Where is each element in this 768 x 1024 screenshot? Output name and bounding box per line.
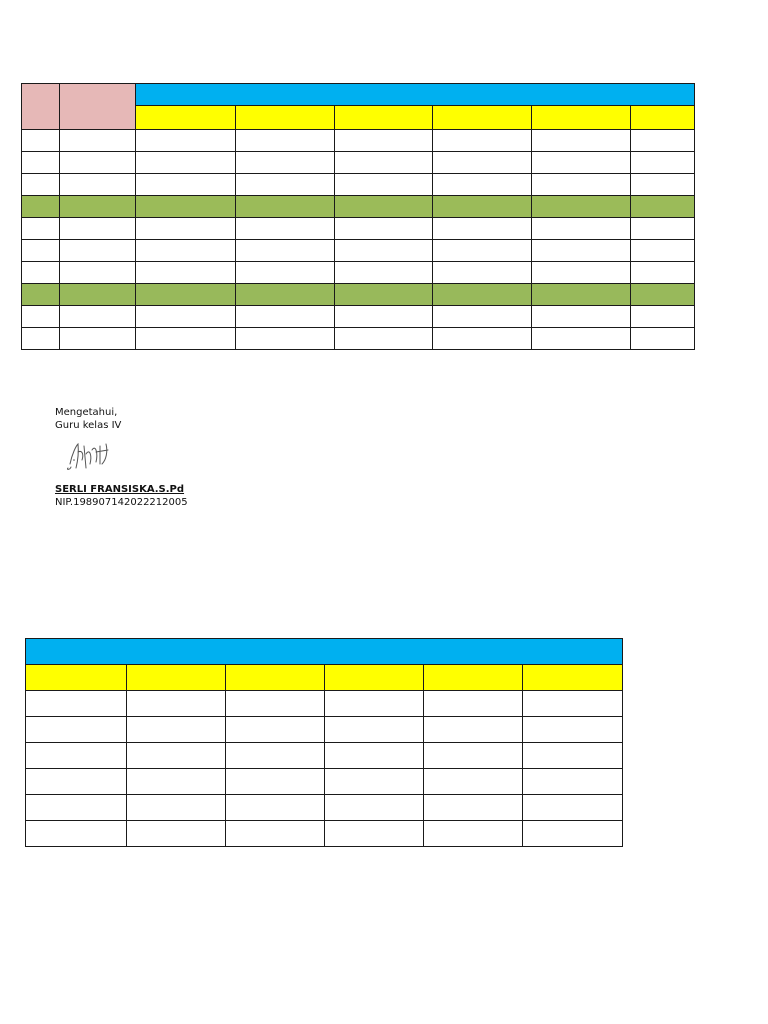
header-yellow-cell xyxy=(236,106,335,130)
header-yellow-cell xyxy=(532,106,631,130)
table-row-highlight xyxy=(22,196,695,218)
table-row xyxy=(22,328,695,350)
header-yellow-cell xyxy=(335,106,433,130)
header-yellow-cell xyxy=(26,665,127,691)
header-yellow-cell xyxy=(325,665,424,691)
header-yellow-cell xyxy=(424,665,523,691)
header-blue-band xyxy=(136,84,695,106)
table-row xyxy=(22,306,695,328)
header-yellow-cell xyxy=(631,106,695,130)
table-row xyxy=(26,795,623,821)
header-yellow-cell xyxy=(226,665,325,691)
header-yellow-cell xyxy=(433,106,532,130)
table-row-highlight xyxy=(22,284,695,306)
header-blue-band xyxy=(26,639,623,665)
header-pink-cell xyxy=(60,84,136,130)
teacher-nip: NIP.198907142022212005 xyxy=(55,497,188,508)
table-row xyxy=(26,691,623,717)
header-yellow-cell xyxy=(127,665,226,691)
table-row xyxy=(26,717,623,743)
table-row xyxy=(22,262,695,284)
teacher-name: SERLI FRANSISKA.S.Pd xyxy=(55,484,185,495)
header-yellow-cell xyxy=(523,665,623,691)
table-row xyxy=(22,218,695,240)
signature-icon xyxy=(62,434,134,476)
role-label: Guru kelas IV xyxy=(55,420,122,431)
table-row xyxy=(22,130,695,152)
top-table xyxy=(21,83,695,350)
signature-name-block xyxy=(55,483,188,509)
table-row xyxy=(26,821,623,847)
table-row xyxy=(22,152,695,174)
header-pink-cell xyxy=(22,84,60,130)
table-row xyxy=(26,769,623,795)
signature-header xyxy=(55,406,121,432)
table-row xyxy=(26,743,623,769)
header-yellow-cell xyxy=(136,106,236,130)
table-row xyxy=(22,240,695,262)
bottom-table xyxy=(25,638,623,847)
table-row xyxy=(22,174,695,196)
acknowledged-label: Mengetahui, xyxy=(55,407,118,418)
